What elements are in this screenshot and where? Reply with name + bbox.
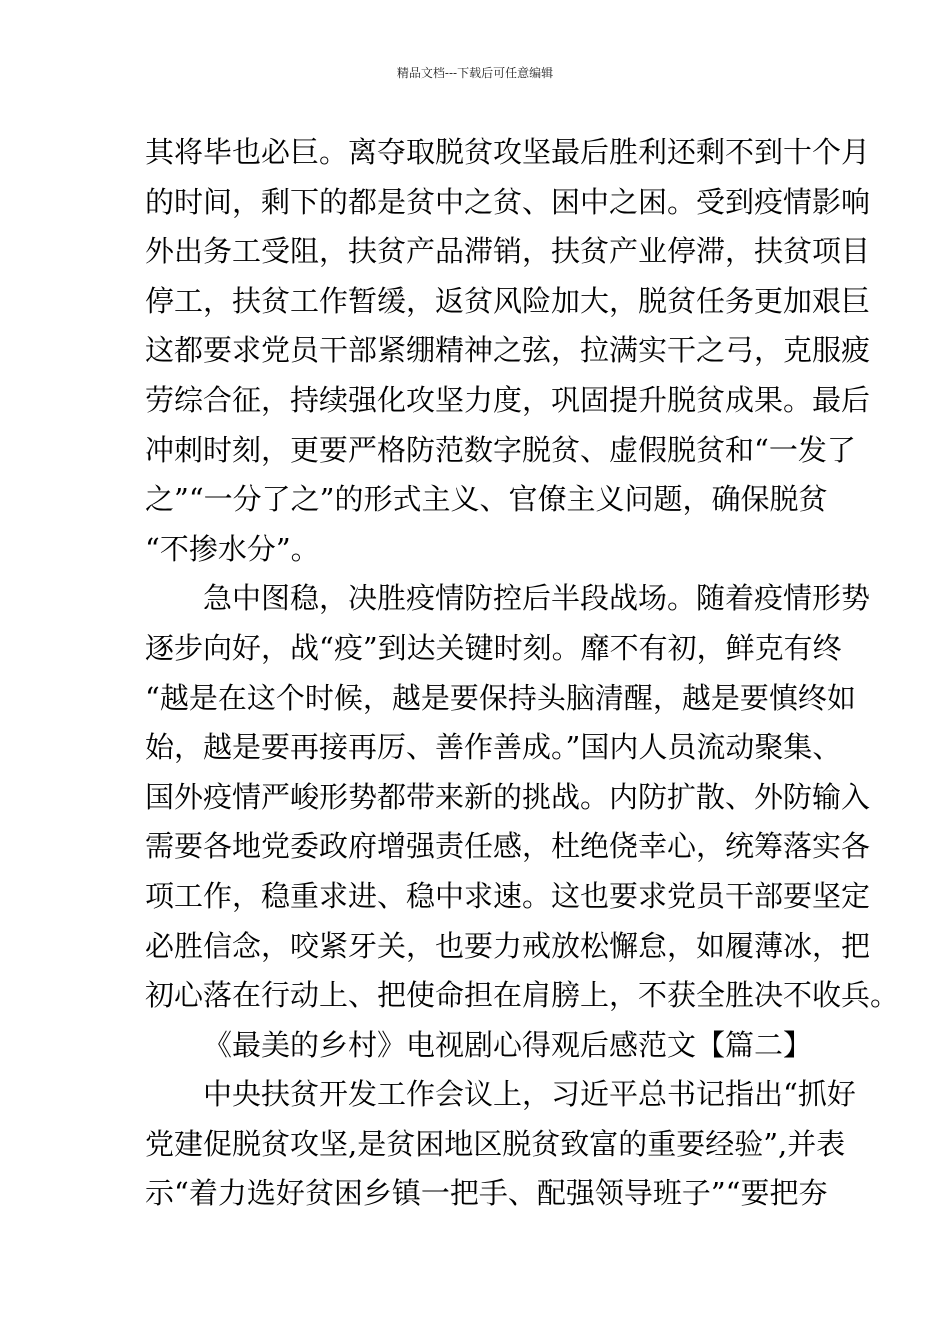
text-line: 示“着力选好贫困乡镇一把手、配强领导班子”“要把夯 bbox=[145, 1176, 828, 1211]
document-body bbox=[145, 128, 900, 1219]
section-heading: 《最美的乡村》电视剧心得观后感范文【篇二】 bbox=[203, 1027, 813, 1062]
text-line: 这都要求党员干部紧绷精神之弦，拉满实干之弓，克服疲 bbox=[145, 333, 871, 368]
text-line: 党建促脱贫攻坚,是贫困地区脱贫致富的重要经验”,并表 bbox=[145, 1126, 846, 1161]
text-line: 初心落在行动上、把使命担在肩膀上，不获全胜决不收兵。 bbox=[145, 978, 900, 1013]
text-line: 项工作，稳重求进、稳中求速。这也要求党员干部要坚定 bbox=[145, 878, 871, 913]
text-line: 国外疫情严峻形势都带来新的挑战。内防扩散、外防输入 bbox=[145, 779, 871, 814]
text-line: “越是在这个时候，越是要保持头脑清醒，越是要慎终如 bbox=[145, 680, 856, 715]
page-header: 精品文档---下载后可任意编辑 bbox=[396, 66, 554, 80]
text-line: 需要各地党委政府增强责任感，杜绝侥幸心，统筹落实各 bbox=[145, 829, 871, 864]
text-line: 其将毕也必巨。离夺取脱贫攻坚最后胜利还剩不到十个月 bbox=[145, 135, 871, 169]
text-line: 逐步向好，战“疫”到达关键时刻。靡不有初，鲜克有终 bbox=[145, 630, 842, 665]
text-line: 冲刺时刻，更要严格防范数字脱贫、虚假脱贫和“一发了 bbox=[145, 432, 856, 467]
paragraph-start-line: 中央扶贫开发工作会议上，习近平总书记指出“抓好 bbox=[203, 1077, 856, 1112]
text-line: 的时间，剩下的都是贫中之贫、困中之困。受到疫情影响 bbox=[145, 184, 871, 219]
text-line: “不掺水分”。 bbox=[145, 531, 320, 566]
paragraph-start-line: 急中图稳，决胜疫情防控后半段战场。随着疫情形势 bbox=[203, 581, 871, 616]
text-line: 必胜信念，咬紧牙关，也要力戒放松懈怠，如履薄冰，把 bbox=[145, 928, 871, 963]
text-line: 停工，扶贫工作暂缓，返贫风险加大，脱贫任务更加艰巨 bbox=[145, 283, 871, 318]
text-line: 外出务工受阻，扶贫产品滞销，扶贫产业停滞，扶贫项目 bbox=[145, 234, 871, 269]
text-line: 始，越是要再接再厉、善作善成。”国内人员流动聚集、 bbox=[145, 730, 842, 765]
text-line: 之”“一分了之”的形式主义、官僚主义问题，确保脱贫 bbox=[145, 482, 828, 517]
text-line: 劳综合征，持续强化攻坚力度，巩固提升脱贫成果。最后 bbox=[145, 382, 871, 417]
